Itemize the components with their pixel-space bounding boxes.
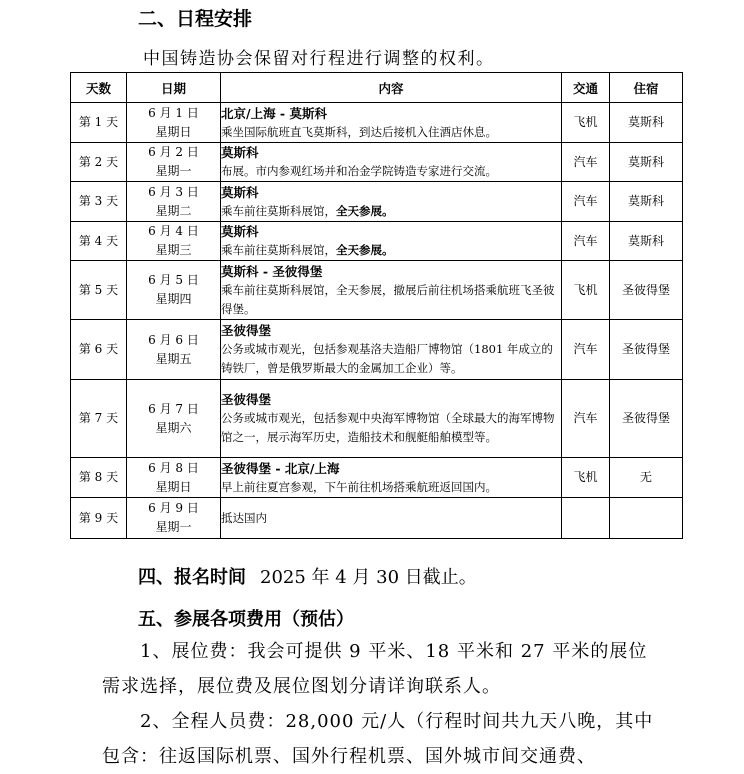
header-date: 日期 <box>127 73 221 103</box>
place: 莫斯科 <box>221 145 259 160</box>
fee-paragraph-personnel: 2、全程人员费：28,000 元/人（行程时间共九天八晚，其中包含：往返国际机票、国外行程机票、国外城市间交通费、 <box>102 711 654 767</box>
weekday: 星期二 <box>155 203 192 218</box>
lodging-cell: 圣彼得堡 <box>610 261 683 320</box>
lodging-cell: 莫斯科 <box>610 103 683 143</box>
weekday: 星期六 <box>155 420 192 435</box>
transport-cell: 飞机 <box>562 261 610 320</box>
description: 公务或城市观光，包括参观中央海军博物馆（全球最大的海军博物馆之一，展示海军历史，造船技术和舰艇船舶模型等。 <box>221 411 555 444</box>
date-cell <box>127 261 221 320</box>
section-title-schedule: 二、日程安排 <box>138 8 253 30</box>
header-day: 天数 <box>71 73 127 103</box>
description <box>221 202 561 221</box>
weekday: 星期三 <box>155 243 192 257</box>
content-cell <box>221 261 562 320</box>
date-cell <box>127 222 221 261</box>
day-cell: 第 4 天 <box>71 222 127 261</box>
content-cell <box>221 320 562 380</box>
day-cell: 第 3 天 <box>71 182 127 222</box>
weekday: 星期五 <box>155 351 192 366</box>
table-row <box>71 380 683 458</box>
registration-deadline <box>138 563 477 589</box>
table-row <box>71 498 683 539</box>
place: 圣彼得堡 <box>221 392 272 407</box>
table-row <box>71 458 683 498</box>
date-cell <box>127 498 221 539</box>
content-cell <box>221 222 562 261</box>
transport-cell: 汽车 <box>562 143 610 182</box>
content-cell <box>221 458 562 498</box>
content-cell <box>221 103 562 143</box>
place: 北京/上海 - 莫斯科 <box>221 105 327 121</box>
date-cell <box>127 143 221 182</box>
place: 莫斯科 <box>221 184 259 200</box>
date: 6 月 3 日 <box>148 184 199 199</box>
date: 6 月 4 日 <box>148 224 199 238</box>
header-transport: 交通 <box>562 73 610 103</box>
table-row <box>71 261 683 320</box>
date: 6 月 9 日 <box>148 501 199 515</box>
weekday: 星期一 <box>155 520 192 534</box>
lodging-cell: 莫斯科 <box>610 222 683 261</box>
fee-paragraph-booth: 1、展位费：我会可提供 9 平米、18 平米和 27 平米的展位需求选择，展位费及展位图划分请详询联系人。 <box>102 641 648 697</box>
place: 圣彼得堡 <box>221 323 272 338</box>
weekday: 星期日 <box>155 479 192 494</box>
transport-cell: 汽车 <box>562 320 610 380</box>
weekday: 星期四 <box>155 292 192 306</box>
description-text: 乘车前往莫斯科展馆， <box>221 203 336 218</box>
content-cell <box>221 380 562 458</box>
day-cell: 第 1 天 <box>71 103 127 143</box>
content-cell <box>221 498 562 539</box>
transport-cell: 汽车 <box>562 380 610 458</box>
date: 6 月 1 日 <box>148 105 199 120</box>
description-text: 乘车前往莫斯科展馆， <box>221 243 336 257</box>
schedule-notice: 中国铸造协会保留对行程进行调整的权利。 <box>143 49 495 69</box>
description: 早上前往夏宫参观，下午前往机场搭乘航班返回国内。 <box>221 479 497 494</box>
description-emphasis: 全天参展。 <box>336 203 394 218</box>
day-cell: 第 5 天 <box>71 261 127 320</box>
transport-cell: 飞机 <box>562 103 610 143</box>
description <box>221 241 561 260</box>
table-row <box>71 222 683 261</box>
section-title-registration: 四、报名时间 <box>138 567 246 588</box>
day-cell: 第 2 天 <box>71 143 127 182</box>
date-cell <box>127 103 221 143</box>
lodging-cell: 莫斯科 <box>610 182 683 222</box>
day-cell: 第 9 天 <box>71 498 127 539</box>
lodging-cell: 莫斯科 <box>610 143 683 182</box>
transport-cell <box>562 498 610 539</box>
schedule-table <box>70 72 683 539</box>
date: 6 月 7 日 <box>148 401 199 416</box>
place: 莫斯科 <box>221 224 259 239</box>
date-cell <box>127 320 221 380</box>
lodging-cell <box>610 498 683 539</box>
date-cell <box>127 458 221 498</box>
content-cell <box>221 143 562 182</box>
place: 圣彼得堡 - 北京/上海 <box>221 460 340 476</box>
date: 6 月 5 日 <box>148 273 199 287</box>
weekday: 星期一 <box>155 164 192 178</box>
transport-cell: 汽车 <box>562 182 610 222</box>
lodging-cell: 圣彼得堡 <box>610 320 683 380</box>
section-title-fees: 五、参展各项费用（预估） <box>138 609 354 630</box>
table-row <box>71 143 683 182</box>
date: 6 月 8 日 <box>148 460 199 475</box>
description: 布展。市内参观红场并和冶金学院铸造专家进行交流。 <box>221 164 497 178</box>
description: 公务或城市观光，包括参观基洛夫造船厂博物馆（1801 年成立的铸铁厂，曾是俄罗斯最大的金属加工企业）等。 <box>221 342 553 375</box>
day-cell: 第 6 天 <box>71 320 127 380</box>
description: 乘坐国际航班直飞莫斯科，到达后接机入住酒店休息。 <box>221 124 497 139</box>
table-row <box>71 182 683 222</box>
transport-cell: 飞机 <box>562 458 610 498</box>
transport-cell: 汽车 <box>562 222 610 261</box>
header-content: 内容 <box>221 73 562 103</box>
date-cell <box>127 182 221 222</box>
day-cell: 第 8 天 <box>71 458 127 498</box>
header-lodging: 住宿 <box>610 73 683 103</box>
date: 6 月 6 日 <box>148 332 199 347</box>
place: 莫斯科 - 圣彼得堡 <box>221 263 323 279</box>
description: 抵达国内 <box>221 510 267 525</box>
lodging-cell: 无 <box>610 458 683 498</box>
date: 6 月 2 日 <box>148 145 199 159</box>
registration-deadline-text: 2025 年 4 月 30 日截止。 <box>260 567 477 588</box>
date-cell <box>127 380 221 458</box>
content-cell <box>221 182 562 222</box>
day-cell: 第 7 天 <box>71 380 127 458</box>
table-row <box>71 103 683 143</box>
weekday: 星期日 <box>155 124 192 139</box>
table-header-row <box>71 73 683 103</box>
description: 乘车前往莫斯科展馆，全天参展，撤展后前往机场搭乘航班飞圣彼得堡。 <box>221 282 555 316</box>
lodging-cell: 圣彼得堡 <box>610 380 683 458</box>
table-row <box>71 320 683 380</box>
description-emphasis: 全天参展。 <box>336 243 394 257</box>
